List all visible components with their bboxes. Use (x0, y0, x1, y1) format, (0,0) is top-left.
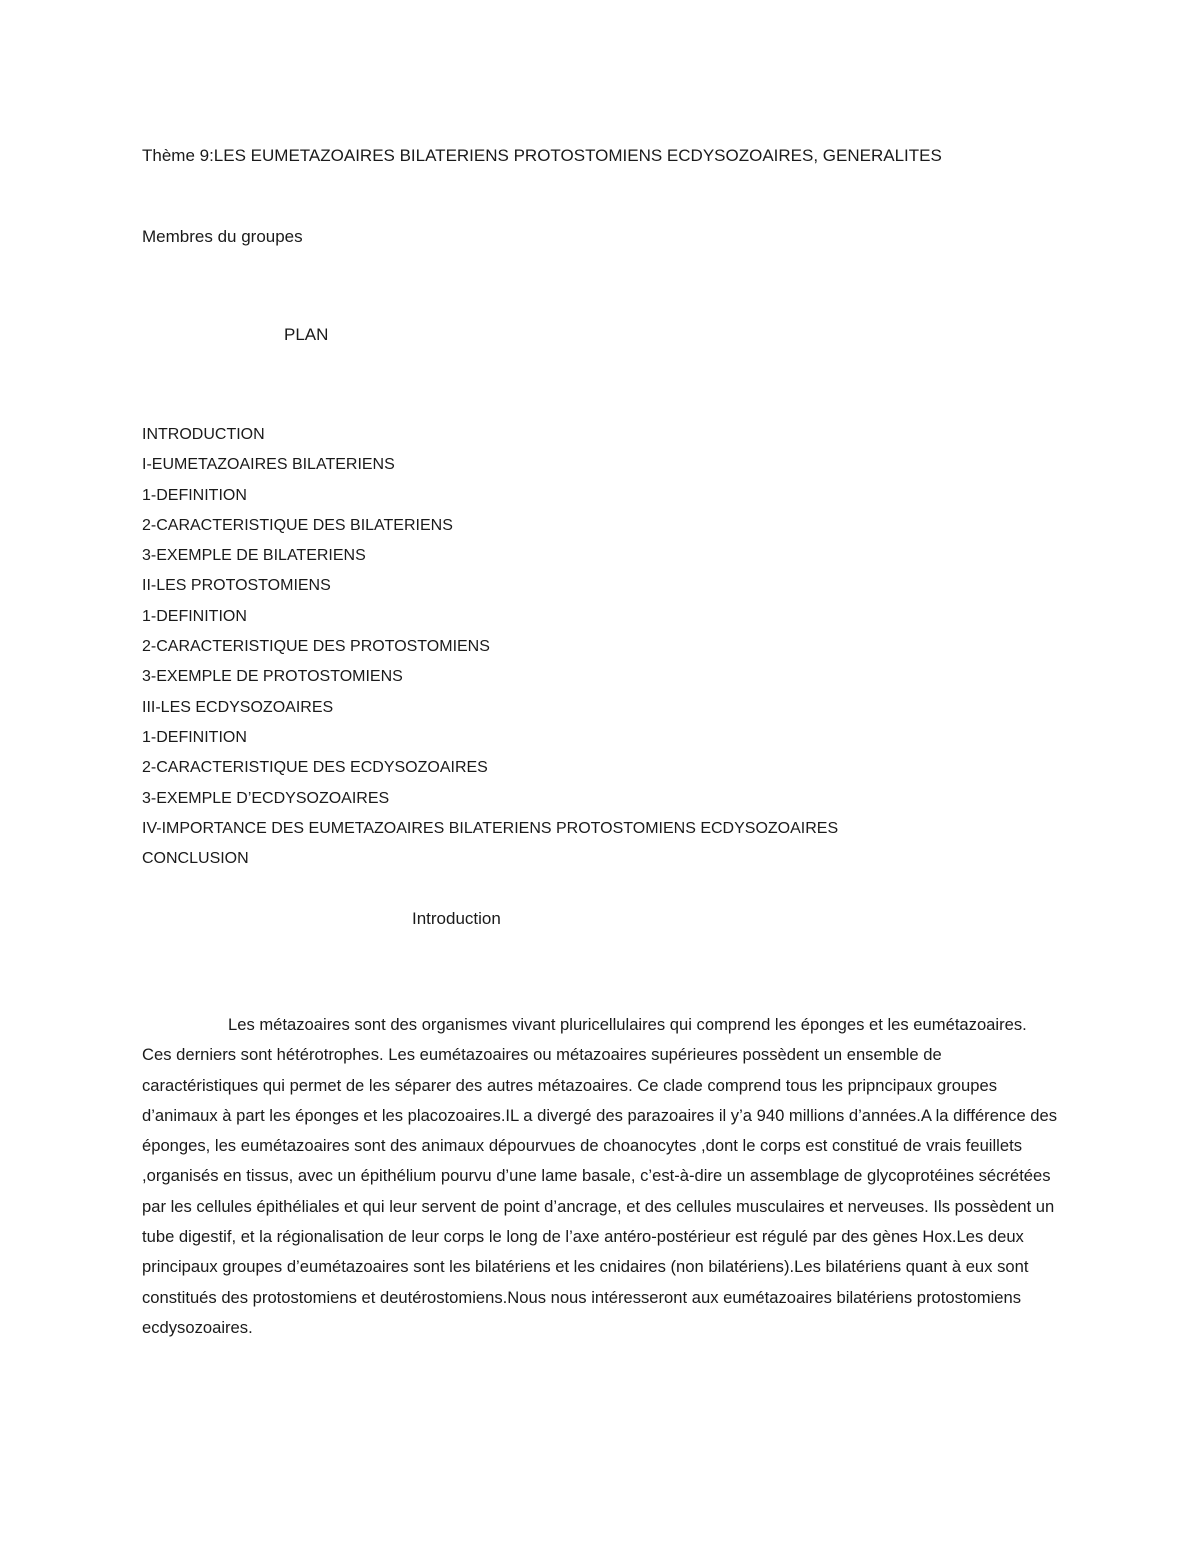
toc-item: CONCLUSION (142, 850, 249, 868)
toc-item: 3-EXEMPLE D’ECDYSOZOAIRES (142, 789, 390, 807)
table-of-contents (142, 425, 838, 879)
toc-item: III-LES ECDYSOZOAIRES (142, 698, 334, 716)
toc-item: 1-DEFINITION (142, 486, 247, 504)
toc-item: 2-CARACTERISTIQUE DES ECDYSOZOAIRES (142, 759, 488, 777)
toc-item: 2-CARACTERISTIQUE DES PROTOSTOMIENS (142, 638, 490, 656)
toc-item: 1-DEFINITION (142, 728, 247, 746)
document-title: Thème 9:LES EUMETAZOAIRES BILATERIENS PROTOSTOMIENS ECDYSOZOAIRES, GENERALITES (142, 146, 942, 165)
introduction-paragraph: Les métazoaires sont des organismes vivant pluricellulaires qui comprend les éponges et les eumétazoaires. Ces derniers sont hétérotrophes. Les eumétazoaires ou métazoaires supérieures possèdent un ensemble de caractéristiques qui permet de les séparer des autres métazoaires. Ce clade comprend tous les pripncipaux groupes d’animaux à part les éponges et les placozoaires.IL a divergé des parazoaires il y’a 940 millions d’années.A la différence des éponges, les eumétazoaires sont des animaux dépourvues de choanocytes ,dont le corps est constitué de vrais feuillets ,organisés en tissus, avec un épithélium pourvu d’une lame basale, c’est-à-dire un assemblage de glycoprotéines sécrétées par les cellules épithéliales et qui leur servent de point d’ancrage, et des cellules musculaires et nerveuses. Ils possèdent un tube digestif, et la régionalisation de leur corps le long de l’axe antéro-postérieur est régulé par des gènes Hox.Les deux principaux groupes d’eumétazoaires sont les bilatériens et les cnidaires (non bilatériens).Les bilatériens quant à eux sont constitués des protostomiens et deutérostomiens.Nous nous intéresseront aux eumétazoaires bilatériens protostomiens ecdysozoaires. (142, 1015, 1058, 1337)
members-label: Membres du groupes (142, 227, 303, 246)
introduction-heading: Introduction (412, 909, 501, 928)
toc-item: IV-IMPORTANCE DES EUMETAZOAIRES BILATERIENS PROTOSTOMIENS ECDYSOZOAIRES (142, 819, 839, 837)
plan-heading: PLAN (284, 325, 329, 344)
toc-item: II-LES PROTOSTOMIENS (142, 577, 331, 595)
toc-item: 3-EXEMPLE DE PROTOSTOMIENS (142, 668, 403, 686)
toc-item: I-EUMETAZOAIRES BILATERIENS (142, 456, 395, 474)
toc-item: 1-DEFINITION (142, 607, 247, 625)
toc-item: 2-CARACTERISTIQUE DES BILATERIENS (142, 516, 453, 534)
toc-item: 3-EXEMPLE DE BILATERIENS (142, 547, 366, 565)
toc-item: INTRODUCTION (142, 426, 265, 443)
